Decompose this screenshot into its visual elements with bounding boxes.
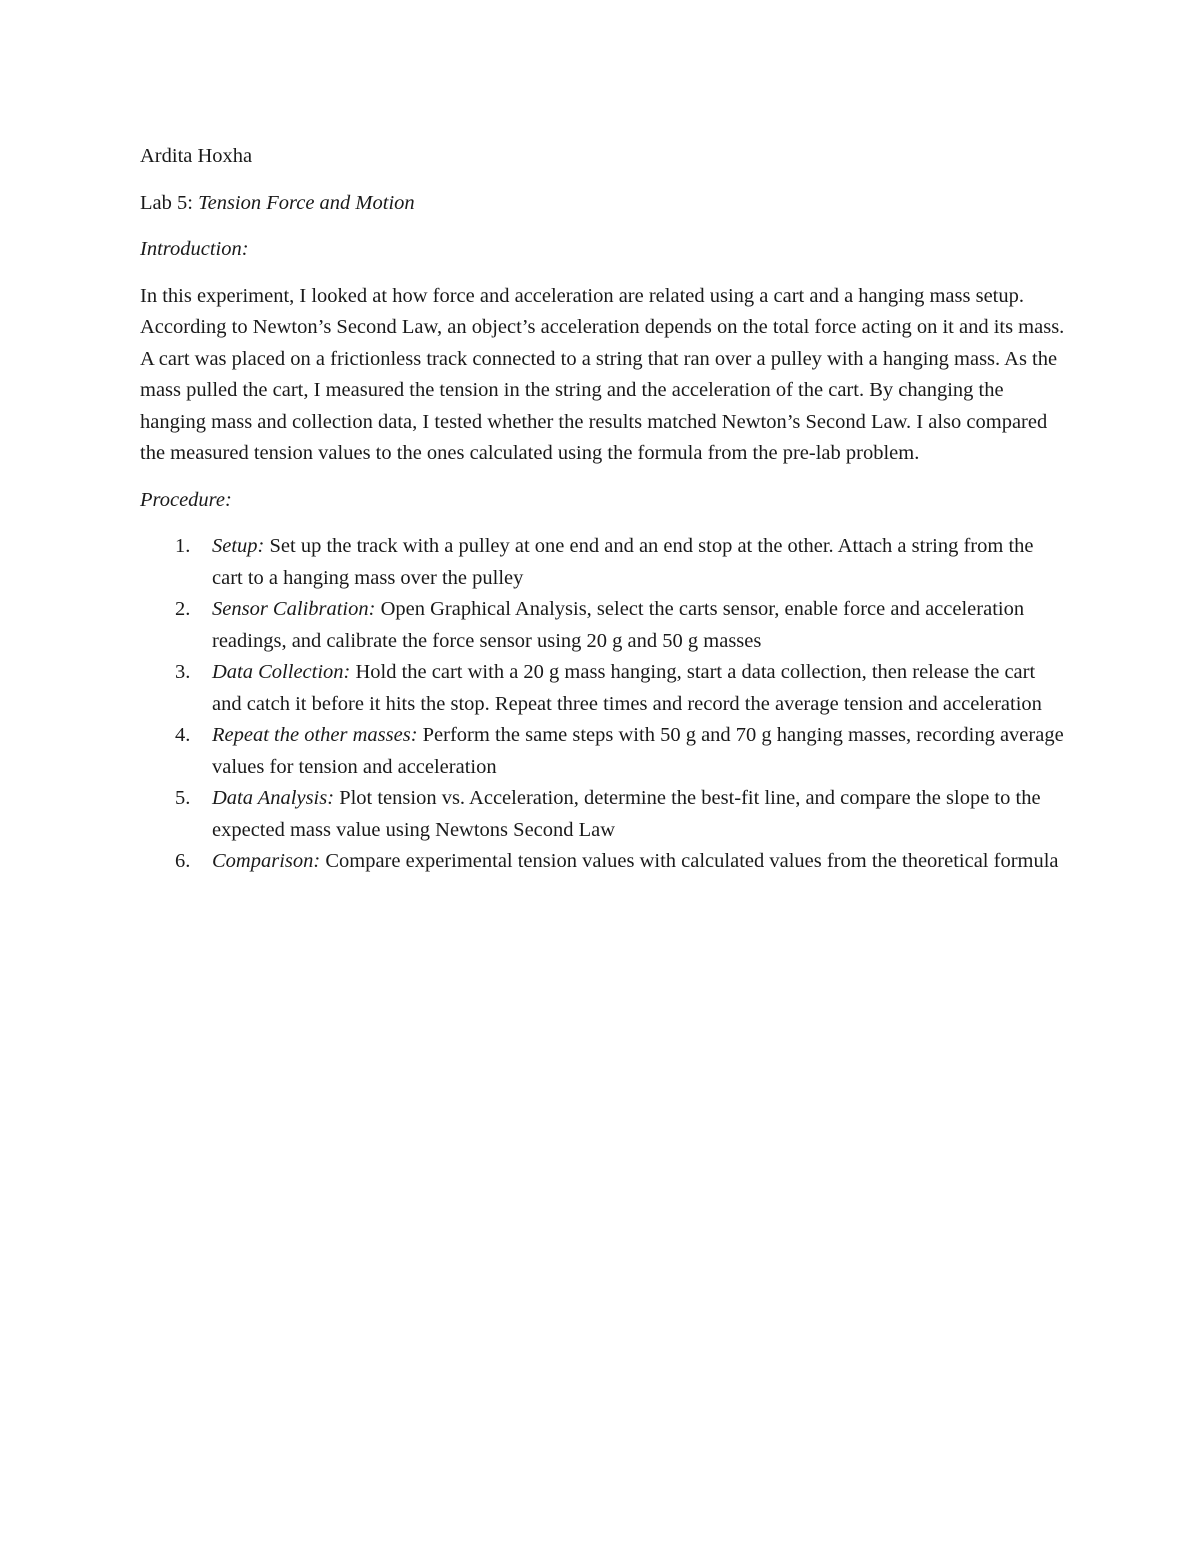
step-number: 1. bbox=[175, 535, 191, 557]
procedure-step bbox=[140, 594, 1065, 657]
procedure-step bbox=[140, 657, 1065, 720]
step-number: 4. bbox=[175, 724, 191, 746]
step-text: Perform the same steps with 50 g and 70 g hanging masses, recording average values for tension and acceleration bbox=[212, 724, 1064, 778]
author-name: Ardita Hoxha bbox=[140, 145, 253, 167]
step-text: Open Graphical Analysis, select the carts sensor, enable force and acceleration readings, and calibrate the force sensor using 20 g and 50 g masses bbox=[212, 598, 1025, 652]
step-label: Repeat the other masses: bbox=[212, 724, 418, 746]
procedure-step bbox=[140, 783, 1065, 846]
step-label: Setup: bbox=[212, 535, 265, 557]
lab-number: Lab 5: bbox=[140, 191, 199, 214]
procedure-step bbox=[140, 846, 1065, 878]
step-number: 5. bbox=[175, 787, 191, 809]
step-text: Hold the cart with a 20 g mass hanging, start a data collection, then release the cart and catch it before it hits the stop. Repeat three times and record the average tension and acceleration bbox=[212, 661, 1042, 715]
step-label: Sensor Calibration: bbox=[212, 598, 376, 620]
procedure-step bbox=[140, 720, 1065, 783]
step-text: Compare experimental tension values with calculated values from the theoretical formula bbox=[320, 850, 1059, 872]
lab-title bbox=[140, 188, 1065, 220]
introduction-paragraph: In this experiment, I looked at how force and acceleration are related using a cart and a hanging mass setup. According to Newton’s Second Law, an object’s acceleration depends on the total force acting on it and its mass. A cart was placed on a frictionless track connected to a string that ran over a pulley with a hanging mass. As the mass pulled the cart, I measured the tension in the string and the acceleration of the cart. By changing the hanging mass and collection data, I tested whether the results matched Newton’s Second Law. I also compared the measured tension values to the ones calculated using the formula from the pre-lab problem. bbox=[140, 284, 1065, 464]
step-text: Plot tension vs. Acceleration, determine the best-fit line, and compare the slope to the expected mass value using Newtons Second Law bbox=[212, 787, 1041, 841]
step-label: Data Analysis: bbox=[212, 787, 335, 809]
step-number: 6. bbox=[175, 850, 191, 872]
procedure-list bbox=[140, 531, 1065, 878]
lab-title-text: Tension Force and Motion bbox=[198, 191, 415, 214]
procedure-heading: Procedure: bbox=[140, 488, 232, 511]
step-number: 2. bbox=[175, 598, 191, 620]
procedure-step bbox=[140, 531, 1065, 594]
step-text: Set up the track with a pulley at one end and an end stop at the other. Attach a string from the cart to a hanging mass over the pulley bbox=[212, 535, 1034, 589]
introduction-heading: Introduction: bbox=[140, 238, 249, 260]
step-label: Data Collection: bbox=[212, 661, 351, 683]
document-page bbox=[140, 141, 1065, 878]
step-number: 3. bbox=[175, 661, 191, 683]
step-label: Comparison: bbox=[212, 850, 321, 872]
